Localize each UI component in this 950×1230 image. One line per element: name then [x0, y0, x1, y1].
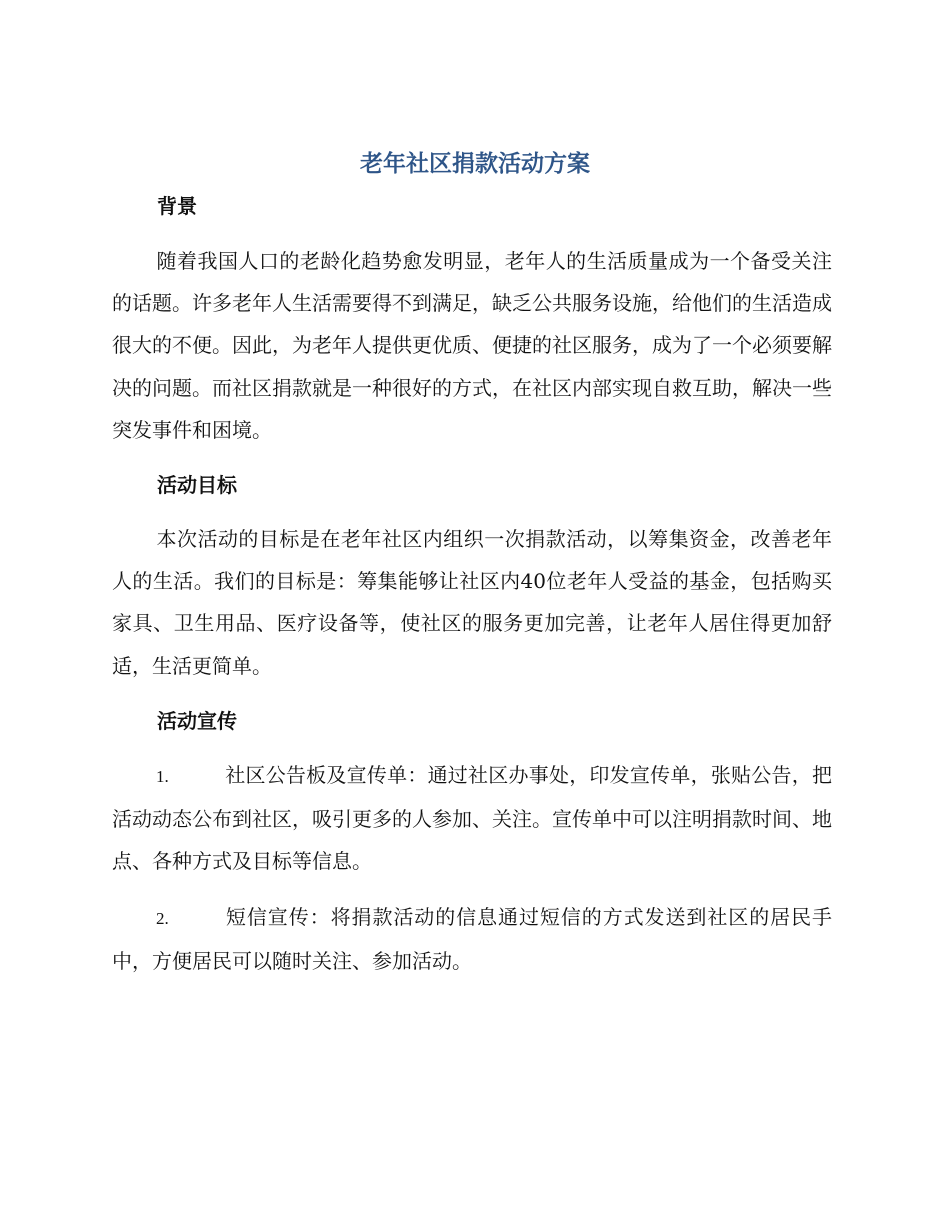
list-item-text: 短信宣传：将捐款活动的信息通过短信的方式发送到社区的居民手中，方便居民可以随时关注、参加活动。	[112, 905, 832, 974]
document-title: 老年社区捐款活动方案	[360, 151, 590, 177]
list-item-text: 社区公告板及宣传单：通过社区办事处，印发宣传单，张贴公告，把活动动态公布到社区，吸引更多的人参加、关注。宣传单中可以注明捐款时间、地点、各种方式及目标等信息。	[112, 763, 832, 874]
list-item-number: 2.	[156, 909, 169, 928]
goals-paragraph-text: 本次活动的目标是在老年社区内组织一次捐款活动，以筹集资金，改善老年人的生活。我们的目标是：筹集能够让社区内40位老年人受益的基金，包括购买家具、卫生用品、医疗设备等，使社区的服务更加完善，让老年人居住得更加舒适，生活更简单。	[112, 527, 832, 678]
section-heading-background: 背景	[157, 194, 197, 218]
background-paragraph	[112, 240, 832, 451]
promotion-list-item	[112, 754, 832, 883]
goals-paragraph	[112, 518, 832, 687]
promotion-list-item	[112, 896, 832, 982]
background-paragraph-text: 随着我国人口的老龄化趋势愈发明显，老年人的生活质量成为一个备受关注的话题。许多老年人生活需要得不到满足，缺乏公共服务设施，给他们的生活造成很大的不便。因此，为老年人提供更优质、便捷的社区服务，成为了一个必须要解决的问题。而社区捐款就是一种很好的方式，在社区内部实现自救互助，解决一些突发事件和困境。	[112, 249, 832, 442]
list-item-number: 1.	[156, 767, 169, 786]
section-heading-goals: 活动目标	[157, 473, 237, 497]
section-heading-promotion: 活动宣传	[157, 709, 237, 733]
